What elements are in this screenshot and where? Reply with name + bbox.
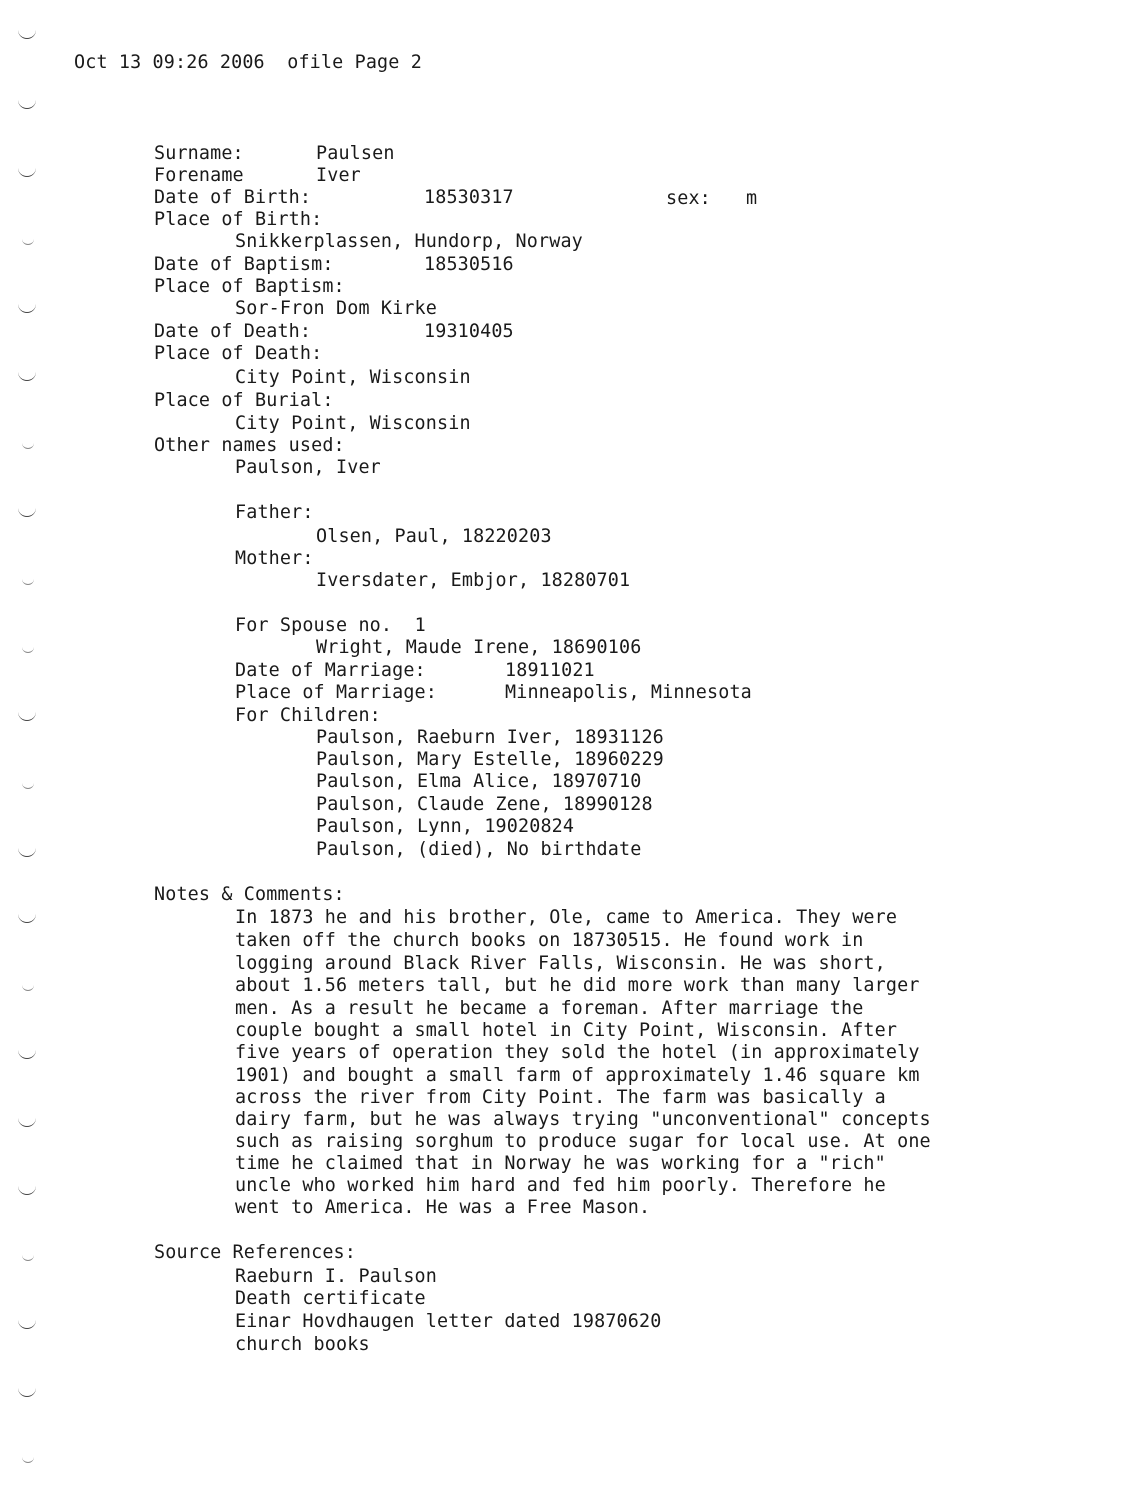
- forename-value: Iver: [316, 165, 361, 186]
- perforation-mark: [18, 846, 36, 857]
- pom-label: Place of Marriage:: [235, 682, 437, 703]
- header-date: Oct 13 09:26 2006: [74, 52, 265, 73]
- perforation-mark: [18, 1318, 36, 1329]
- mother-value: Iversdater, Embjor, 18280701: [316, 570, 631, 591]
- child-item: Paulson, Elma Alice, 18970710: [316, 771, 642, 792]
- dom-label: Date of Marriage:: [235, 660, 426, 681]
- pod-value: City Point, Wisconsin: [235, 367, 471, 388]
- perforation-mark: [18, 1386, 36, 1397]
- pobap-label: Place of Baptism:: [154, 276, 345, 297]
- perforation-mark: [18, 1116, 36, 1127]
- dom-value: 18911021: [505, 660, 595, 681]
- notes-line: couple bought a small hotel in City Point, Wisconsin. After: [235, 1020, 898, 1041]
- child-item: Paulson, Mary Estelle, 18960229: [316, 749, 664, 770]
- notes-line: time he claimed that in Norway he was working for a "rich": [235, 1153, 886, 1174]
- notes-line: dairy farm, but he was always trying "unconventional" concepts: [235, 1109, 931, 1130]
- dob-label: Date of Birth:: [154, 187, 312, 208]
- children-label: For Children:: [235, 705, 381, 726]
- notes-line: went to America. He was a Free Mason.: [235, 1197, 651, 1218]
- perforation-mark: [18, 506, 36, 517]
- perforation-mark: [18, 1048, 36, 1059]
- source-item: Raeburn I. Paulson: [235, 1266, 437, 1287]
- notes-label: Notes & Comments:: [154, 884, 345, 905]
- notes-line: across the river from City Point. The farm was basically a: [235, 1087, 886, 1108]
- perforation-mark: [22, 980, 34, 991]
- sex-value: m: [746, 188, 758, 209]
- surname-value: Paulsen: [316, 143, 395, 164]
- notes-line: 1901) and bought a small farm of approximately 1.46 square km: [235, 1065, 920, 1086]
- pob-label: Place of Birth:: [154, 209, 323, 230]
- notes-line: In 1873 he and his brother, Ole, came to America. They were: [235, 907, 898, 928]
- notes-line: about 1.56 meters tall, but he did more work than many larger: [235, 975, 920, 996]
- source-item: Death certificate: [235, 1288, 426, 1309]
- other-names-value: Paulson, Iver: [235, 457, 381, 478]
- poburial-value: City Point, Wisconsin: [235, 413, 471, 434]
- pob-value: Snikkerplassen, Hundorp, Norway: [235, 231, 583, 252]
- child-item: Paulson, Raeburn Iver, 18931126: [316, 727, 664, 748]
- source-item: Einar Hovdhaugen letter dated 19870620: [235, 1311, 662, 1332]
- spouse-label: For Spouse no. 1: [235, 615, 426, 636]
- poburial-label: Place of Burial:: [154, 390, 334, 411]
- perforation-mark: [18, 302, 36, 313]
- dod-label: Date of Death:: [154, 321, 312, 342]
- perforation-mark: [18, 370, 36, 381]
- notes-line: logging around Black River Falls, Wisconsin. He was short,: [235, 953, 886, 974]
- dobap-label: Date of Baptism:: [154, 254, 334, 275]
- pobap-value: Sor-Fron Dom Kirke: [235, 298, 437, 319]
- pom-value: Minneapolis, Minnesota: [505, 682, 752, 703]
- spouse-number: 1: [414, 615, 426, 636]
- mother-label: Mother:: [235, 548, 314, 569]
- header-file: ofile: [287, 52, 344, 73]
- sex-label: sex:: [666, 188, 711, 209]
- notes-line: taken off the church books on 18730515. He found work in: [235, 930, 864, 951]
- spouse-value: Wright, Maude Irene, 18690106: [316, 637, 642, 658]
- child-item: Paulson, Claude Zene, 18990128: [316, 794, 653, 815]
- sources-label: Source References:: [154, 1242, 356, 1263]
- father-label: Father:: [235, 502, 314, 523]
- perforation-mark: [22, 574, 34, 585]
- source-item: church books: [235, 1334, 370, 1355]
- header-page: Page 2: [354, 52, 422, 73]
- child-item: Paulson, Lynn, 19020824: [316, 816, 575, 837]
- other-names-label: Other names used:: [154, 435, 345, 456]
- surname-label: Surname:: [154, 143, 244, 164]
- perforation-mark: [18, 98, 36, 109]
- page-header: [74, 52, 422, 74]
- dod-value: 19310405: [424, 321, 514, 342]
- perforation-mark: [18, 28, 36, 39]
- dobap-value: 18530516: [424, 254, 514, 275]
- notes-line: such as raising sorghum to produce sugar for local use. At one: [235, 1131, 931, 1152]
- dob-value: 18530317: [424, 187, 514, 208]
- perforation-mark: [22, 1452, 34, 1463]
- notes-line: men. As a result he became a foreman. After marriage the: [235, 998, 864, 1019]
- pod-label: Place of Death:: [154, 343, 323, 364]
- forename-label: Forename: [154, 165, 244, 186]
- perforation-mark: [22, 778, 34, 789]
- perforation-mark: [22, 642, 34, 653]
- perforation-mark: [22, 1250, 34, 1261]
- perforation-mark: [18, 1184, 36, 1195]
- perforation-mark: [18, 166, 36, 177]
- perforation-mark: [18, 710, 36, 721]
- perforation-mark: [18, 912, 36, 923]
- father-value: Olsen, Paul, 18220203: [316, 526, 552, 547]
- notes-line: uncle who worked him hard and fed him poorly. Therefore he: [235, 1175, 886, 1196]
- child-item: Paulson, (died), No birthdate: [316, 839, 642, 860]
- perforation-mark: [22, 438, 34, 449]
- notes-line: five years of operation they sold the hotel (in approximately: [235, 1042, 920, 1063]
- perforation-mark: [22, 234, 34, 245]
